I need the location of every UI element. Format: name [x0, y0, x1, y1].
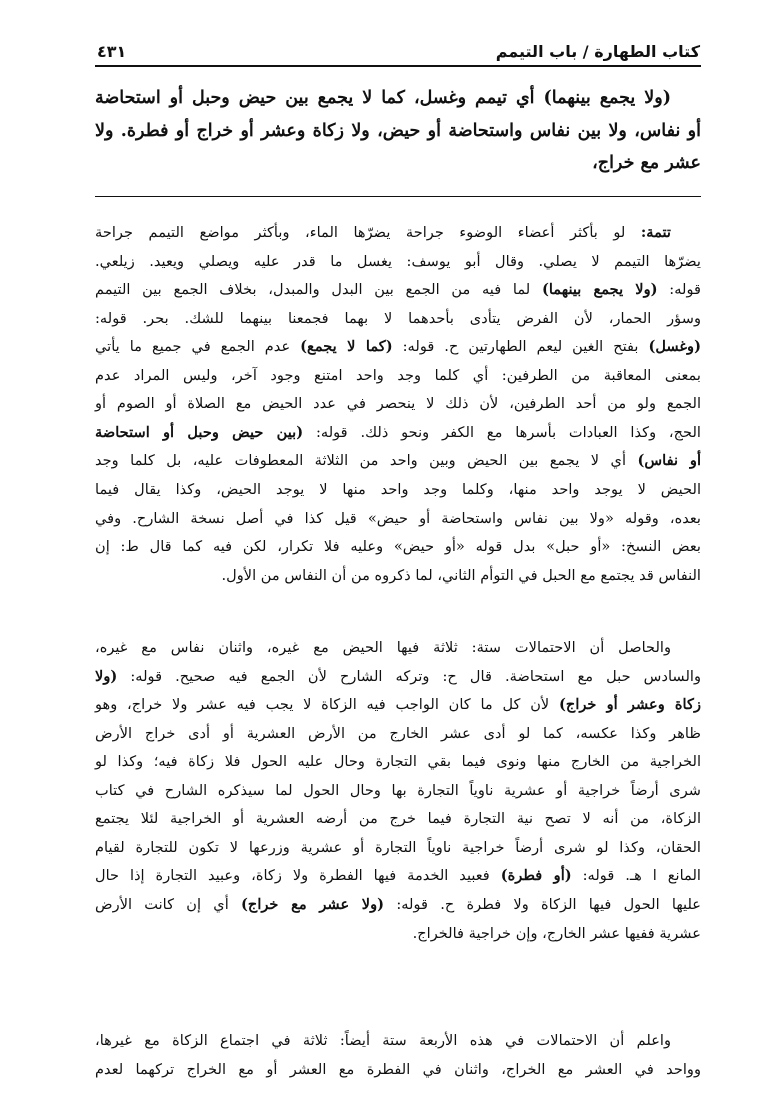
text-segment: بمعنى المعاقبة من الطرفين: أي كلما وجد واحد امتنع وجود آخر، وليس المراد عدم: [95, 366, 701, 384]
main-text-rule: [95, 196, 701, 197]
commentary-line: [95, 395, 701, 412]
bold-quote-segment: (ولا يجمع بينهما): [541, 281, 658, 299]
text-segment: عشر مع خراج،: [592, 153, 701, 173]
text-segment: عدم الجمع في جميع ما يأتي: [95, 338, 301, 356]
bold-quote-segment: (ولا: [95, 667, 118, 685]
text-segment: يضرّها التيمم لا يصلي. وقال أبو يوسف: يغسل ما قدر عليه ويصلي ويعيد. زيلعي.: [95, 252, 701, 270]
text-segment: بفتح الغين ليعم الطهارتين ح. قوله:: [392, 338, 649, 356]
text-segment: عشرية ففيها عشر الخارج، وإن خراجية فالخراج.: [412, 924, 701, 942]
text-segment: واعلم أن الاحتمالات في هذه الأربعة ستة أيضاً: ثلاثة في اجتماع الزكاة مع غيرها،: [95, 1032, 671, 1049]
text-segment: أي تيمم وغسل، كما لا يجمع بين حيض وحبل أو استحاضة: [95, 88, 544, 108]
text-segment: لو بأكثر أعضاء الوضوء جراحة يضرّها الماء، وبأكثر مواضع التيمم جراحة: [95, 224, 641, 241]
commentary-line: [95, 1061, 701, 1078]
text-segment: شرى أرضاً خراجية أو عشرية ناوياً التجارة بها وحال الحول لما سيذكره الشارح في كتاب: [95, 781, 701, 799]
text-segment: لأن كل ما كان الواجب فيه الزكاة لا يجب فيه عشر ولا خراج، وهو: [95, 696, 559, 714]
bold-quote-segment: (كما لا يجمع): [300, 338, 393, 356]
text-segment: والسادس حبل مع استحاضة. قال ح: وتركه الشارح لأن الجمع فيه صحيح. قوله:: [117, 667, 701, 685]
main-text-line: [95, 153, 701, 173]
main-text-line: [95, 121, 701, 141]
commentary-line: [95, 896, 701, 913]
commentary-line: [95, 1032, 701, 1049]
commentary-line: [95, 253, 701, 270]
bold-quote-segment: زكاة وعشر أو خراج): [559, 696, 702, 714]
main-text-line: [95, 88, 701, 108]
commentary-line: [95, 639, 701, 656]
commentary-line: [95, 567, 701, 584]
text-segment: وواحد في العشر مع الخراج، واثنان في الفطرة مع العشر أو مع الخراج تركهما لعدم: [95, 1060, 701, 1078]
bold-quote-segment: (ولا يجمع بينهما): [543, 88, 671, 108]
text-segment: الحقان، وكذا لو شرى أرضاً خراجية ناوياً التجارة أو عشرية وزرعها لا تكون للتجارة لقيام: [95, 838, 701, 856]
commentary-line: [95, 839, 701, 856]
commentary-line: [95, 367, 701, 384]
commentary-line: [95, 810, 701, 827]
text-segment: بعض النسخ: «أو حبل» بدل قوله «أو حيض» وعليه فلا تكرار، لكن فيه كما قال ط: إن: [95, 538, 701, 556]
bold-quote-segment: (ولا عشر مع خراج): [241, 895, 385, 913]
commentary-line: [95, 424, 701, 441]
commentary-line: [95, 224, 701, 241]
text-segment: بعده، وقوله «ولا بين نفاس واستحاضة أو حيض» قيل كذا في أصل نسخة الشارح. وفي: [95, 509, 701, 527]
text-segment: قوله:: [657, 281, 702, 299]
running-header-title: كتاب الطهارة / باب التيمم: [495, 42, 700, 61]
text-segment: المانع ا هـ. قوله:: [571, 867, 701, 885]
text-segment: الجمع ولو من أحد الطرفين، لأن ذلك لا ينحصر في عدد الحيض مع الصلاة أو الصوم أو: [95, 395, 701, 413]
commentary-line: [95, 696, 701, 713]
text-segment: أو نفاس، ولا بين نفاس واستحاضة أو حيض، ولا زكاة وعشر أو خراج أو فطرة. ولا: [95, 120, 701, 141]
text-segment: والحاصل أن الاحتمالات ستة: ثلاثة فيها الحيض مع غيره، واثنان نفاس مع غيره،: [95, 639, 671, 656]
commentary-line: [95, 510, 701, 527]
bold-quote-segment: أو نفاس): [637, 452, 701, 470]
commentary-line: [95, 452, 701, 469]
bold-quote-segment: (أو فطرة): [500, 867, 572, 885]
text-segment: لما فيه من الجمع بين البدل والمبدل، بخلاف الجمع بين التيمم: [95, 281, 542, 299]
bold-quote-segment: (بين حيض وحبل أو استحاضة: [95, 423, 304, 441]
commentary-line: [95, 338, 701, 355]
text-segment: الزكاة، من أنه لا تصح نية التجارة فيما خرج من أرضه العشرية أو الخراجية لئلا يجتمع: [95, 810, 701, 828]
text-segment: وسؤر الحمار، لأن الفرض يتأدى بأحدهما لا بهما فجمعنا بينهما للشك. بحر. قوله:: [95, 309, 701, 327]
text-segment: الحيض لا يوجد واحد منها، وكلما وجد واحد منها لا يوجد الحيض، وكذا يقال فيما: [95, 480, 701, 498]
text-segment: فعبيد الخدمة فيها الفطرة ولا زكاة، وعبيد التجارة إذا حال: [95, 867, 501, 885]
commentary-line: [95, 538, 701, 555]
commentary-line: [95, 310, 701, 327]
commentary-line: [95, 867, 701, 884]
bold-quote-segment: (وغسل): [648, 338, 702, 356]
header-rule: [95, 65, 701, 67]
commentary-line: [95, 753, 701, 770]
commentary-line: [95, 281, 701, 298]
text-segment: الخراجية من الخارج منها ونوى فيما بقي التجارة وحال عليه الحول فلا زكاة فيه؛ وكذا لو: [95, 753, 701, 771]
commentary-line: [95, 782, 701, 799]
commentary-line: [95, 925, 701, 942]
commentary-line: [95, 481, 701, 498]
text-segment: أي إن كانت الأرض: [95, 895, 241, 913]
commentary-line: [95, 725, 701, 742]
text-segment: الحج، وكذا العبادات بأسرها مع الكفر ونحو ذلك. قوله:: [303, 423, 701, 441]
text-segment: عليها الحول فيها الزكاة ولا فطرة ح. قوله:: [384, 895, 701, 913]
text-segment: أي لا يجمع بين الحيض وبين واحد من الثلاثة المعطوفات عليه، بل كلما وجد: [95, 452, 638, 470]
page-number: ٤٣١: [97, 42, 127, 61]
text-segment: ظاهر وكذا عكسه، كما لو أدى عشر الخارج من الأرض العشرية أو أدى خراج الأرض: [95, 724, 701, 742]
bold-quote-segment: تتمة:: [640, 224, 671, 241]
commentary-line: [95, 668, 701, 685]
text-segment: النفاس قد يجتمع مع الحبل في التوأم الثاني، لما ذكروه من أن النفاس من الأول.: [221, 566, 701, 584]
